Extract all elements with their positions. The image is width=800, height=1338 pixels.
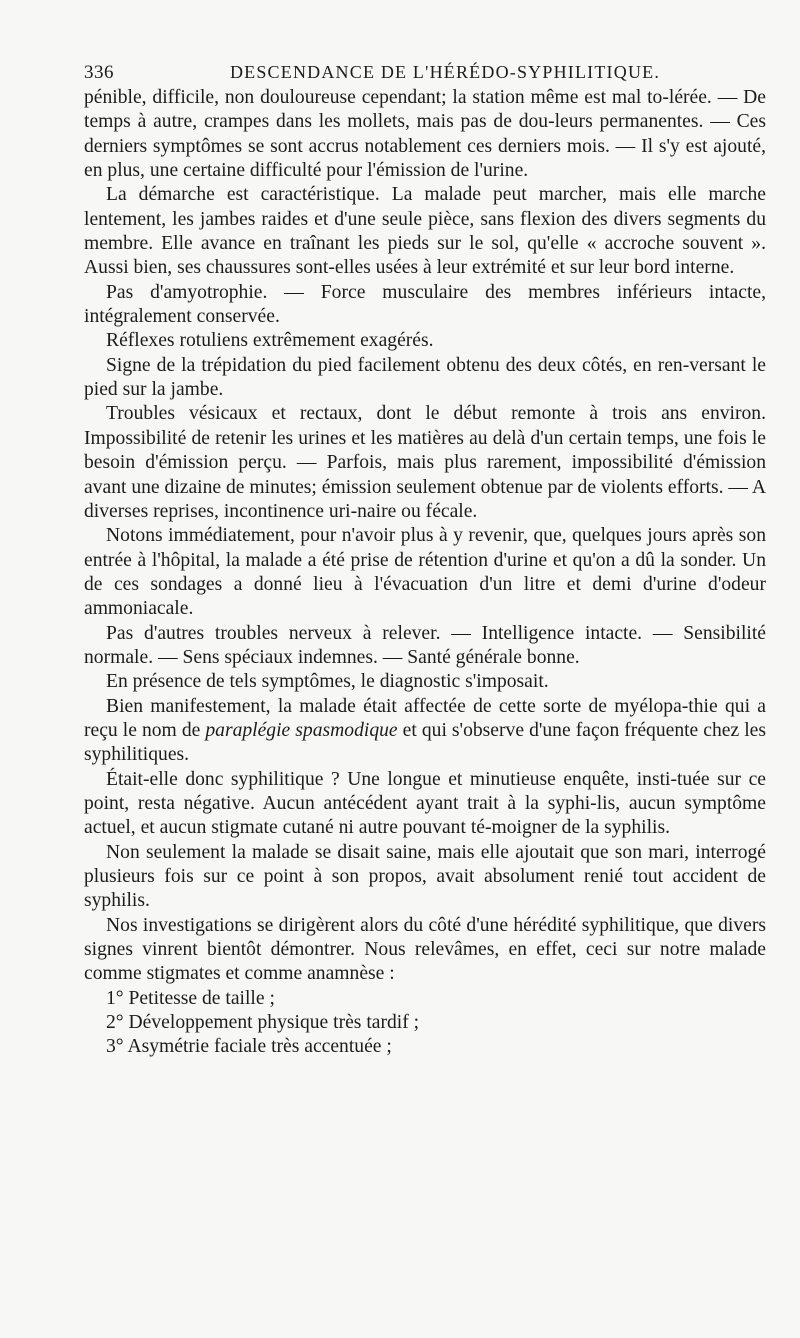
book-page [84, 0, 766, 1060]
paragraph: Notons immédiatement, pour n'avoir plus à y revenir, que, quelques jours après son entrée à l'hôpital, la malade a été prise de rétention d'urine et qu'on a dû la sonder. Un de ces sondages a donné lieu à l'évacuation d'un litre et demi d'urine d'odeur ammoniacale. [84, 525, 766, 620]
paragraph: Pas d'autres troubles nerveux à relever. — Intelligence intacte. — Sensibilité normale. — Sens spéciaux indemnes. — Santé générale bonne. [84, 622, 766, 668]
paragraph: Pas d'amyotrophie. — Force musculaire des membres inférieurs intacte, intégralement conservée. [84, 281, 766, 328]
paragraph: Était-elle donc syphilitique ? Une longue et minutieuse enquête, insti-tuée sur ce point, resta négative. Aucun antécédent ayant trait à la syphi-lis, aucun symptôme actuel, et aucun stigmate cutané ni autre pouvant té-moigner de la syphilis. [84, 768, 766, 839]
running-head [84, 0, 766, 86]
paragraph: Signe de la trépidation du pied facilement obtenu des deux côtés, en ren-versant le pied sur la jambe. [84, 354, 766, 401]
italic-term: paraplégie spasmodique [205, 719, 398, 741]
list-item: 2° Développement physique très tardif ; [106, 1012, 420, 1034]
paragraph-text: et qui s'observe d'une façon fréquente chez les syphilitiques. [84, 719, 766, 766]
paragraph: Troubles vésicaux et rectaux, dont le début remonte à trois ans environ. Impossibilité de retenir les urines et les matières au delà d'un certain temps, une fois le besoin d'émission perçu. — Parfois, mais plus rarement, impossibilité d'émission avant une dizaine de minutes; émission seulement obtenue par de violents efforts. — A diverses reprises, incontinence uri-naire ou fécale. [84, 403, 766, 522]
paragraph: pénible, difficile, non douloureuse cependant; la station même est mal to-lérée. — De temps à autre, crampes dans les mollets, mais pas de dou-leurs permanentes. — Ces derniers symptômes se sont accrus notablement ces derniers mois. — Il s'y est ajouté, en plus, une certaine difficulté pour l'émission de l'urine. [84, 87, 766, 182]
list-item: 3° Asymétrie faciale très accentuée ; [106, 1036, 392, 1058]
body-text [84, 86, 766, 1060]
list-item: 1° Petitesse de taille ; [106, 987, 275, 1009]
paragraph: La démarche est caractéristique. La malade peut marcher, mais elle marche lentement, les jambes raides et d'une seule pièce, sans flexion des divers segments du membre. Elle avance en traînant les pieds sur le sol, qu'elle « accroche souvent ». Aussi bien, ses chaussures sont-elles usées à leur extrémité et sur leur bord interne. [84, 184, 766, 279]
paragraph [84, 695, 766, 768]
running-title: DESCENDANCE DE L'HÉRÉDO-SYPHILITIQUE. [229, 62, 661, 82]
page-number: 336 [84, 62, 114, 83]
paragraph: Non seulement la malade se disait saine, mais elle ajoutait que son mari, interrogé plusieurs fois sur ce point à son propos, avait absolument renié tout accident de syphilis. [84, 841, 766, 912]
paragraph: Réflexes rotuliens extrêmement exagérés. [106, 330, 434, 352]
paragraph-text: Bien manifestement, la malade était affectée de cette sorte de myélopa-thie qui a reçu le nom de [84, 695, 766, 741]
paragraph: En présence de tels symptômes, le diagnostic s'imposait. [106, 671, 549, 693]
paragraph: Nos investigations se dirigèrent alors du côté d'une hérédité syphilitique, que divers signes vinrent bientôt démontrer. Nous relevâmes, en effet, ceci sur notre malade comme stigmates et comme anamnèse : [84, 914, 766, 985]
